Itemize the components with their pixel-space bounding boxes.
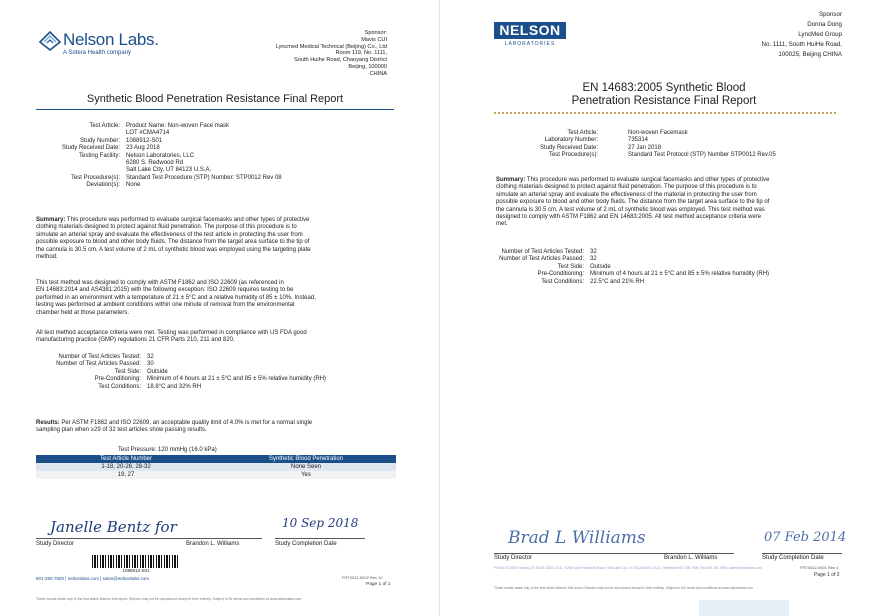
stat-label: Number of Test Articles Tested: (501, 249, 584, 255)
summary-line: the cannula is 30.5 cm. A test volume of 2 mL of synthetic blood was employed. This test method was (496, 206, 765, 213)
right-report-page (444, 0, 886, 616)
study-director-label: Study Director (36, 541, 75, 547)
field-label: Study Received Date: (61, 145, 120, 152)
summary-line: met. (496, 221, 508, 228)
sponsor-line: Sponsor: (364, 30, 387, 36)
director-signature: Janelle Bentz for (50, 518, 177, 536)
sponsor-line: 100025, Beijing CHINA (778, 51, 842, 58)
results-label: Results: (36, 420, 60, 426)
director-sign-line (36, 538, 262, 539)
table-cell: Yes (216, 471, 396, 479)
sponsor-line: Mavis CUI (361, 36, 387, 43)
field-value: 735314 (628, 137, 649, 144)
study-director-label: Study Director (494, 555, 533, 561)
sponsor-line: Sponsor (818, 11, 842, 18)
barcode-icon (92, 555, 180, 568)
results-line: sampling plan when ≥29 of 32 test articles show passing results. (36, 427, 207, 434)
stat-label: Number of Test Articles Passed: (56, 361, 141, 368)
field-label: Deviation(s): (86, 182, 120, 189)
contact-footer: 801-290-7500 | nelsonlabs.com | sales@nelsonlabs.com (36, 576, 149, 581)
summary-line: possible exposure to blood and other body fluids. The distance from the target area surface to the tip of (36, 239, 310, 246)
stat-value: 22.5°C and 21% RH (590, 278, 645, 285)
sponsor-line: CHINA (369, 70, 387, 77)
director-name: Brandon L. Williams (186, 541, 240, 547)
stat-value: 32 (590, 249, 597, 255)
disclaimer: These results relate only to the test article listed in this report. Reports may not be reproduced except in their entirety. Subject to NU terms and conditions at www.nelsonlabs.com (494, 586, 753, 590)
summary-line: This procedure was performed to evaluate surgical facemasks and other types of protective (66, 217, 310, 223)
table-header-cell: Test Article Number (36, 455, 216, 463)
compliance-line: chamber held at those parameters. (36, 309, 130, 316)
sponsor-block (187, 30, 387, 78)
summary-line: This procedure was performed to evaluate surgical facemasks and other types of protective (526, 177, 770, 183)
field-value: 1088912-S01 (126, 137, 163, 144)
field-value: Salt Lake City, UT 84123 U.S.A. (126, 167, 212, 174)
title-dotted-rule (494, 112, 838, 114)
form-code: FRT0012-0001 Rev 4 (800, 565, 839, 570)
gmp-line: All test method acceptance criteria were met. Testing was performed in compliance with US FDA good (36, 330, 307, 336)
stat-label: Number of Test Articles Tested: (58, 354, 141, 360)
field-label (36, 167, 120, 174)
stat-label: Test Side: (114, 368, 141, 375)
summary-line: simulate an arterial spray and evaluate the effectiveness of the material in protecting the user from (496, 191, 757, 198)
compliance-paragraph (36, 280, 401, 317)
nelson-logo: NELSON (494, 22, 566, 39)
compliance-line: performed in an environment with a temperature of 21 ± 5°C and a relative humidity of 85 ± 10%. Instead, (36, 294, 316, 301)
summary-line: possible exposure to blood and other body fluids. The distance from the target area surface to the tip of (496, 199, 770, 206)
form-code: FRT0012-0002 Rev 10 (342, 575, 383, 580)
disclaimer: These results relate only to the test article listed in this report. Reports may not be reproduced except in their entirety. Subject to NL terms and conditions at www.nelsonlabs.com (36, 597, 302, 601)
study-fields (36, 123, 396, 190)
field-value: Non-woven Facemask (628, 130, 688, 136)
stat-label: Pre-Conditioning: (94, 376, 141, 383)
stat-value: Outside (590, 263, 611, 270)
sponsor-line: No. 1111, South HuiHe Road, (761, 41, 842, 48)
table-cell: 1-18, 20-26, 28-32 (36, 463, 216, 471)
field-label: Test Procedure(s): (548, 152, 598, 159)
summary-paragraph (496, 177, 856, 229)
stat-label: Number of Test Articles Passed: (499, 256, 584, 263)
field-value: Standard Test Procedure (STP) Number: STP0012 Rev 08 (126, 174, 282, 181)
page-number: Page 1 of 2 (814, 572, 840, 578)
table-cell: None Seen (216, 463, 396, 471)
field-label (36, 160, 120, 167)
stat-label: Test Conditions: (98, 383, 141, 390)
stat-value: 30 (147, 361, 154, 368)
field-label: Test Article: (89, 123, 120, 129)
field-value: 27 Jan 2018 (628, 144, 662, 151)
test-stats (36, 354, 406, 391)
stat-value: 18.8°C and 32% RH (147, 383, 202, 390)
table-cell: 19, 27 (36, 471, 216, 479)
brand-tagline: A Sotera Health company (63, 50, 132, 56)
summary-line: designed to comply with ASTM F1862 and EN 14683:2005. All test method acceptance criteria were (496, 214, 762, 221)
report-title (484, 82, 844, 108)
table-row (36, 471, 396, 479)
summary-label: Summary: (496, 177, 526, 183)
date-sign-line (762, 553, 842, 554)
sponsor-line: Beijing, 100000 (348, 63, 387, 70)
report-title: Synthetic Blood Penetration Resistance Final Report (86, 93, 344, 105)
sponsor-block (642, 10, 842, 60)
field-label: Testing Facility: (78, 152, 120, 159)
compliance-line: testing was performed at ambient conditions within one minute of removal from the environmental (36, 302, 295, 309)
stat-value: Outside (147, 368, 168, 375)
sponsor-line: South Huihe Road, Chaoyang District (294, 57, 387, 64)
summary-line: the cannula is 30.5 cm. A test volume of 2 mL of synthetic blood was employed using the targeting plate (36, 246, 311, 253)
summary-line: simulate an arterial spray and evaluate the effectiveness of the test article in protecting the user from (36, 231, 303, 238)
field-label: Test Article: (567, 130, 598, 136)
field-label (36, 130, 120, 137)
page-number: Page 1 of 1 (366, 582, 391, 587)
director-name: Brandon L. Williams (664, 555, 718, 561)
nelson-logo-subtitle: LABORATORIES (504, 41, 556, 47)
summary-line: clothing materials designed to protect against fluid penetration. The purpose of this procedure is to (36, 224, 297, 231)
study-fields (464, 130, 864, 160)
address-footer: PO Box 571830 | Murray, UT 84157-1830 U.S.A. | 6280 South Redwood Road | Salt Lake City, UT 84123-6600 U.S.A. | Telephone 801 290 7500 | Fax 801 290 7998 | sales@nelsonlabs.com (494, 566, 762, 570)
stat-value: Minimum of 4 hours at 21 ± 5°C and 85 ± 5% relative humidity (RH) (590, 271, 770, 278)
title-line: Penetration Resistance Final Report (571, 95, 757, 107)
field-value: Nelson Laboratories, LLC (126, 152, 195, 159)
compliance-line: This test method was designed to comply with ASTM F1862 and ISO 22609 (as referenced in (36, 280, 284, 286)
scan-highlight (699, 600, 789, 616)
summary-paragraph (36, 217, 401, 261)
field-value: LOT #CMA4714 (126, 130, 170, 137)
sponsor-line: Room 119, No. 1111, (335, 50, 387, 57)
table-header-cell: Synthetic Blood Penetration (216, 455, 396, 463)
sponsor-line: LyncMed Group (798, 31, 842, 38)
results-line: Per ASTM F1862 and ISO 22609, an acceptable quality limit of 4.0% is met for a normal single (61, 420, 313, 426)
field-label: Test Procedure(s): (70, 174, 120, 181)
gmp-paragraph (36, 330, 401, 345)
title-rule (36, 109, 394, 110)
stat-label: Test Conditions: (541, 278, 584, 285)
field-value: Standard Test Protocol (STP) Number STP0012 Rev.05 (628, 152, 776, 159)
sponsor-line: Donna Dong (807, 21, 842, 28)
compliance-line: EN 14683:2014 and AS4381:2015) with the following exception: ISO 22609 requires testing to be (36, 287, 294, 294)
completion-date-label: Study Completion Date (275, 541, 337, 547)
gmp-line: manufacturing practice (GMP) regulations 21 CFR Parts 210, 211 and 820. (36, 337, 235, 344)
summary-line: method. (36, 254, 58, 261)
table-header-row (36, 455, 396, 463)
stat-value: 32 (147, 354, 154, 360)
summary-label: Summary: (36, 217, 66, 223)
field-value: 23 Aug 2018 (126, 145, 160, 152)
barcode-number: 1088912-S01 (122, 568, 150, 573)
field-value: Product Name: Non-woven Face mask (126, 123, 230, 129)
completion-date-label: Study Completion Date (762, 555, 824, 561)
results-paragraph (36, 420, 401, 435)
nelson-labs-logo-icon (38, 30, 62, 52)
left-report-page (0, 0, 440, 616)
stat-label: Pre-Conditioning: (537, 271, 584, 278)
sponsor-line: Lyncmed Medical Technical (Beijing) Co., Ltd (275, 43, 387, 50)
title-line: EN 14683:2005 Synthetic Blood (582, 82, 746, 94)
results-table (36, 455, 396, 479)
stat-label: Test Side: (557, 263, 584, 270)
stat-value: 32 (590, 256, 597, 263)
field-label: Laboratory Number: (544, 137, 598, 144)
field-value: None (126, 182, 141, 189)
summary-line: clothing materials designed to protect against fluid penetration. The purpose of this procedure is to (496, 184, 757, 191)
stat-value: Minimum of 4 hours at 21 ± 5°C and 85 ± 5% relative humidity (RH) (147, 376, 327, 383)
field-label: Study Number: (79, 137, 120, 144)
director-signature: Brad L Williams (508, 528, 646, 548)
date-sign-line (275, 538, 365, 539)
field-value: 6280 S. Redwood Rd (126, 160, 184, 167)
test-stats (474, 249, 874, 286)
table-row (36, 463, 396, 471)
completion-date-signature: 10 Sep 2018 (282, 516, 359, 530)
field-label: Study Received Date: (539, 144, 598, 151)
completion-date-signature: 07 Feb 2014 (764, 530, 847, 545)
test-pressure: Test Pressure: 120 mmHg (16.0 kPa) (118, 447, 217, 453)
brand-name: Nelson Labs. (63, 30, 159, 49)
director-sign-line (494, 553, 734, 554)
